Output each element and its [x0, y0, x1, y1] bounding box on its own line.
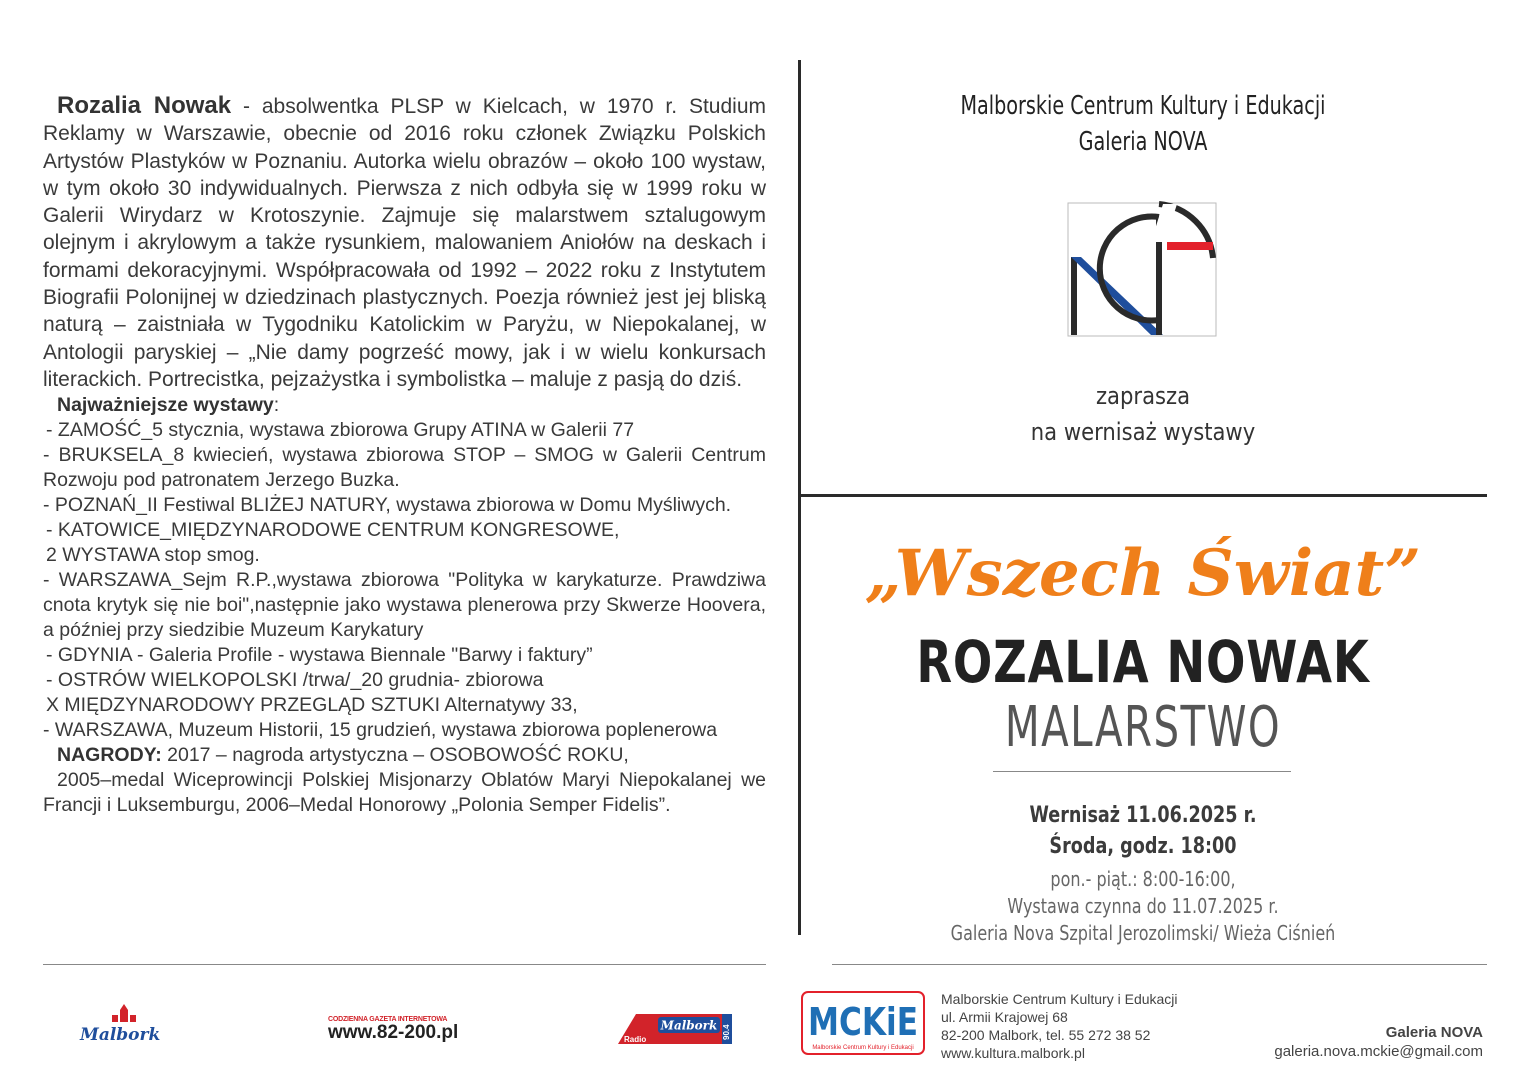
vernissage-date: Wernisaż 11.06.2025 r.: [1029, 803, 1257, 828]
venue: Galeria Nova Szpital Jerozolimski/ Wieża Ciśnień: [950, 921, 1336, 945]
exhibition-item: X MIĘDZYNARODOWY PRZEGLĄD SZTUKI Alternatywy 33,: [46, 694, 578, 717]
radio-frequency: 90.4: [722, 1024, 731, 1040]
galeria-nova-logo: [1067, 202, 1217, 337]
mckie-logo-subtitle: Malborskie Centrum Kultury i Edukacji: [812, 1045, 914, 1051]
mckie-logo-shape: [800, 990, 926, 1056]
malbork-city-logo: [80, 1004, 161, 1045]
vertical-divider: [798, 60, 801, 935]
exhibition-item: 2 WYSTAWA stop smog.: [46, 544, 260, 567]
footer-rule-right: [832, 964, 1487, 965]
exhibition-item: - ZAMOŚĆ_5 stycznia, wystawa zbiorowa Grupy ATINA w Galerii 77: [46, 419, 635, 442]
mckie-contact: [941, 990, 1178, 1062]
castle-icon: [80, 1004, 152, 1024]
exhibition-item: - KATOWICE_MIĘDZYNARODOWE CENTRUM KONGRESOWE,: [46, 519, 620, 542]
contact-org: Malborskie Centrum Kultury i Edukacji: [941, 991, 1178, 1007]
exhibition-item: - OSTRÓW WIELKOPOLSKI /trwa/_20 grudnia- zbiorowa: [46, 669, 544, 692]
horizontal-divider: [801, 494, 1487, 497]
invitation-text: [843, 378, 1443, 450]
mckie-logo: [800, 990, 926, 1056]
organizer-heading: [863, 88, 1422, 160]
gazeta-url: www.82-200.pl: [328, 1022, 459, 1043]
gazeta-tagline: CODZIENNA GAZETA INTERNETOWA: [328, 1016, 448, 1023]
awards-heading: NAGRODY:: [57, 744, 162, 767]
artist-bio-column: [43, 92, 766, 818]
vernissage-info: [870, 800, 1416, 862]
open-until: Wystawa czynna do 11.07.2025 r.: [1007, 894, 1279, 918]
contact-website[interactable]: www.kultura.malbork.pl: [941, 1045, 1085, 1061]
gazeta-82-200-logo: [328, 1016, 458, 1044]
radio-name: Malbork: [660, 1018, 718, 1033]
gallery-email[interactable]: galeria.nova.mckie@gmail.com: [1274, 1043, 1483, 1060]
awards-section: [43, 743, 766, 818]
malbork-logo-text: Malbork: [80, 1025, 161, 1045]
radio-malbork-logo: [618, 1010, 732, 1046]
bio-artist-name: Rozalia Nowak: [57, 92, 232, 119]
invite-line-2: na wernisaż wystawy: [1030, 418, 1256, 446]
exhibition-item: - BRUKSELA_8 kwiecień, wystawa zbiorowa STOP – SMOG w Galerii Centrum Rozwoju pod patronatem Jerzego Buzka.: [43, 444, 766, 492]
exhibition-item: - GDYNIA - Galeria Profile - wystawa Biennale "Barwy i faktury”: [46, 644, 593, 667]
awards-line-1: 2017 – nagroda artystyczna – OSOBOWOŚĆ ROKU,: [161, 744, 629, 767]
exhibition-item: - POZNAŃ_II Festiwal BLIŻEJ NATURY, wystawa zbiorowa w Domu Myśliwych.: [43, 494, 732, 517]
exhibition-info: [870, 866, 1416, 947]
radio-logo-shape: [618, 1010, 732, 1046]
gallery-contact: [1274, 1023, 1483, 1061]
exhibition-item: - WARSZAWA, Muzeum Historii, 15 grudzień, wystawa zbiorowa poplenerowa: [43, 719, 718, 742]
bio-text: - absolwentka PLSP w Kielcach, w 1970 r. Studium Reklamy w Warszawie, obecnie od 2016 roku członek Związku Polskich Artystów Plastyków w Poznaniu. Autorka wielu obrazów – około 100 wystaw, w tym około 30 indywidualnych. Pierwsza z nich odbyła się w 1999 roku w Galerii Wirydarz w Krotoszynie. Zajmuje się malarstwem sztalugowym olejnym i akrylowym a także rysunkiem, malowaniem Aniołów na deskach i formami dekoracyjnymi. Współpracowała od 1992 – 2022 roku z Instytutem Biografii Polonijnej w dziedzinach plastycznych. Poezja również jest jej bliską naturą – zaistniała w Tygodniku Katolickim w Paryżu, w Niepokalanej, w Antologii paryskiej – „Nie damy pogrześć mowy, jak i w wielu konkursach literackich. Portrecistka, pejzażystka i symbolistka – maluje z pasją do dziś.: [43, 95, 767, 391]
vernissage-day-time: Środa, godz. 18:00: [1049, 834, 1237, 859]
artist-bio: [43, 92, 766, 393]
gallery-contact-name: Galeria NOVA: [1385, 1024, 1483, 1041]
details-rule: [993, 771, 1291, 772]
invite-line-1: zaprasza: [1095, 382, 1191, 410]
exhibitions-heading: Najważniejsze wystawy: [57, 394, 274, 417]
footer-rule-left: [43, 964, 766, 965]
awards-line-2: 2005–medal Wiceprowincji Polskiej Misjonarzy Oblatów Maryi Niepokalanej we Francji i Luksemburgu, 2006–Medal Honorowy „Polonia Semper Fidelis”.: [43, 769, 766, 817]
gallery-name: Galeria NOVA: [1078, 127, 1208, 157]
exhibitions-section: Najważniejsze wystawy: - ZAMOŚĆ_5 stycznia, wystawa zbiorowa Grupy ATINA w Galerii 77 - BRUKSELA_8 kwiecień, wystawa zbiorowa STOP – SMOG w Galerii Centrum Rozwoju pod patronatem Jerzego Buzka. - POZNAŃ_II Festiwal BLIŻEJ NATURY, wystawa zbiorowa w Domu Myśliwych. - KATOWICE_MIĘDZYNARODOWE CENTRUM KONGRESOWE, 2 WYSTAWA stop smog. - WARSZAWA_Sejm R.P.,wystawa zbiorowa "Polityka w karykaturze. Prawdziwa cnota krytyk się nie boi",następnie jako wystawa plenerowa przy Skwerze Hoovera, a później przy siedzibie Muzeum Karykatury - GDYNIA - Galeria Profile - wystawa Biennale "Barwy i faktury” - OSTRÓW WIELKOPOLSKI /trwa/_20 grudnia- zbiorowa X MIĘDZYNARODOWY PRZEGLĄD SZTUKI Alternatywy 33, - WARSZAWA, Muzeum Historii, 15 grudzień, wystawa zbiorowa poplenerowa: [43, 394, 766, 742]
organizer-name: Malborskie Centrum Kultury i Edukacji: [960, 91, 1326, 121]
opening-hours: pon.- piąt.: 8:00-16:00,: [1050, 867, 1236, 891]
radio-word: Radio: [624, 1035, 647, 1044]
exhibition-medium: MALARSTWO: [1004, 695, 1282, 760]
contact-city-phone: 82-200 Malbork, tel. 55 272 38 52: [941, 1027, 1151, 1043]
exhibition-item: - WARSZAWA_Sejm R.P.,wystawa zbiorowa "Polityka w karykaturze. Prawdziwa cnota krytyk się nie boi",następnie jako wystawa plenerowa przy Skwerze Hoovera, a później przy siedzibie Muzeum Karykatury: [43, 569, 766, 642]
contact-street: ul. Armii Krajowej 68: [941, 1009, 1068, 1025]
mckie-logo-text: MCKiE: [808, 1000, 918, 1044]
exhibition-title: „Wszech Świat”: [865, 536, 1421, 611]
artist-name: ROZALIA NOWAK: [916, 628, 1370, 696]
